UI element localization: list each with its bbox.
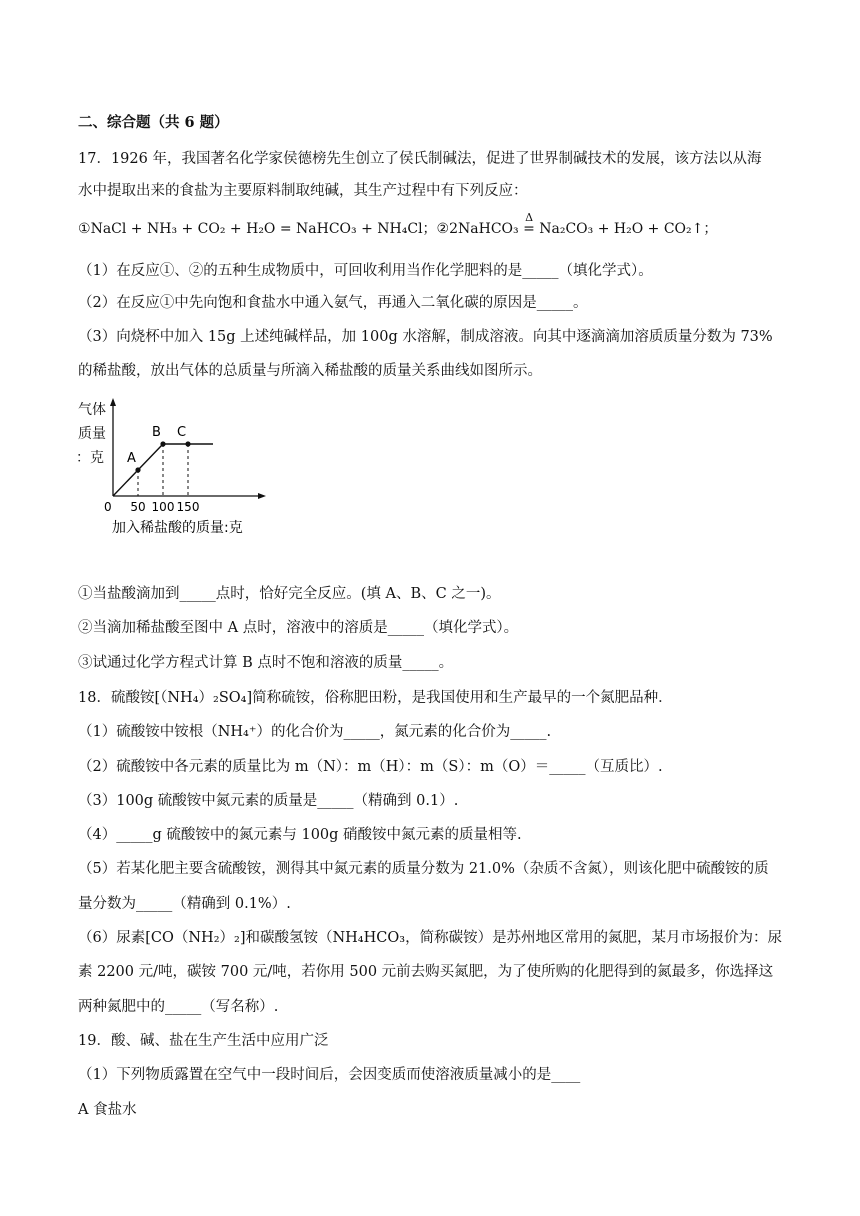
data-point-b (160, 441, 165, 446)
q17-part1: （1）在反应①、②的五种生成物质中，可回收利用当作化学肥料的是_____（填化学式）。 (78, 263, 653, 279)
q17-sub2: ②当滴加稀盐酸至图中 A 点时，溶液中的溶质是_____（填化学式）。 (78, 620, 519, 636)
q19-part1: （1）下列物质露置在空气中一段时间后，会因变质而使溶液质量减小的是____ (78, 1067, 581, 1083)
q17-part3-line2: 的稀盐酸，放出气体的总质量与所滴入稀盐酸的质量关系曲线如图所示。 (78, 363, 542, 379)
q17-part3-line1: （3）向烧杯中加入 15g 上述纯碱样品，加 100g 水溶解，制成溶液。向其中逐滴滴加溶质质量分数为 73% (78, 329, 773, 345)
y-axis-arrow (110, 398, 116, 406)
eq2-equals: = (523, 221, 535, 237)
q18-part6-line3: 两种氮肥中的_____（写名称）. (78, 999, 279, 1015)
q17-intro-line2: 水中提取出来的食盐为主要原料制取纯碱，其生产过程中有下列反应： (78, 183, 528, 199)
data-point-c (185, 441, 190, 446)
q18-part5-line1: （5）若某化肥主要含硫酸铵，测得其中氮元素的质量分数为 21.0%（杂质不含氮），则该化肥中硫酸铵的质 (78, 861, 769, 877)
x-tick-100: 100 (151, 500, 175, 514)
section-title: 二、综合题（共 6 题） (78, 114, 229, 131)
q18-part5-line2: 量分数为_____（精确到 0.1%）. (78, 896, 291, 912)
equation-1: NaCl + NH₃ + CO₂ + H₂O = NaHCO₃ + NH₄Cl (90, 221, 423, 237)
heat-condition (523, 211, 535, 240)
q18-part6-line1: （6）尿素[CO（NH₂）₂]和碳酸氢铵（NH₄HCO₃，简称碳铵）是苏州地区常用的氮肥，某月市场报价为：尿 (78, 930, 783, 946)
q18-part6-line2: 素 2200 元/吨，碳铵 700 元/吨，若你用 500 元前去购买氮肥，为了使所购的化肥得到的氮最多，你选择这 (78, 964, 774, 980)
eq1-number: ① (78, 221, 91, 237)
x-tick-50: 50 (130, 500, 146, 514)
point-label-b: B (152, 425, 161, 440)
eq2-reactant: 2NaHCO₃ (449, 221, 519, 237)
data-point-a (135, 467, 140, 472)
y-label-line3: ：克 (76, 450, 104, 466)
x-axis-arrow (258, 493, 266, 499)
q17-sub1: ①当盐酸滴加到_____点时，恰好完全反应。(填 A、B、C 之一)。 (78, 586, 501, 602)
gas-mass-chart (76, 398, 276, 538)
point-label-c: C (177, 425, 187, 440)
q18-part3: （3）100g 硫酸铵中氮元素的质量是_____（精确到 0.1）. (78, 793, 459, 809)
x-axis-label: 加入稀盐酸的质量:克 (112, 520, 243, 536)
q19-intro: 19．酸、碱、盐在生产生活中应用广泛 (78, 1033, 329, 1049)
x-tick-150: 150 (176, 500, 200, 514)
y-label-line1: 气体 (78, 402, 106, 418)
eq2-products: Na₂CO₃ + H₂O + CO₂↑ (539, 221, 704, 237)
q19-option-a: A 食盐水 (78, 1102, 137, 1118)
q17-equations (78, 211, 798, 240)
q18-part2: （2）硫酸铵中各元素的质量比为 m（N）：m（H）：m（S）：m（O）＝_____（互质比）. (78, 759, 663, 775)
delta-symbol: Δ (525, 211, 534, 224)
q18-part1: （1）硫酸铵中铵根（NH₄⁺）的化合价为_____，氮元素的化合价为_____. (78, 724, 552, 740)
y-label-line2: 质量 (78, 426, 106, 442)
q18-part4: （4）_____g 硫酸铵中的氮元素与 100g 硝酸铵中氮元素的质量相等. (78, 827, 522, 843)
chart-plot (113, 425, 213, 514)
q17-part2: （2）在反应①中先向饱和食盐水中通入氨气，再通入二氧化碳的原因是_____。 (78, 295, 588, 311)
point-label-a: A (127, 451, 136, 466)
eq-end: ； (703, 221, 718, 237)
eq-separator: ；② (422, 221, 450, 237)
q17-sub3: ③试通过化学方程式计算 B 点时不饱和溶液的质量_____。 (78, 655, 454, 671)
q17-intro-line1: 17．1926 年，我国著名化学家侯德榜先生创立了侯氏制碱法，促进了世界制碱技术的发展，该方法以从海 (78, 151, 762, 167)
q18-intro: 18．硫酸铵[（NH₄）₂SO₄]简称硫铵，俗称肥田粉，是我国使用和生产最早的一个氮肥品种． (78, 690, 673, 706)
origin-label: 0 (104, 500, 112, 514)
